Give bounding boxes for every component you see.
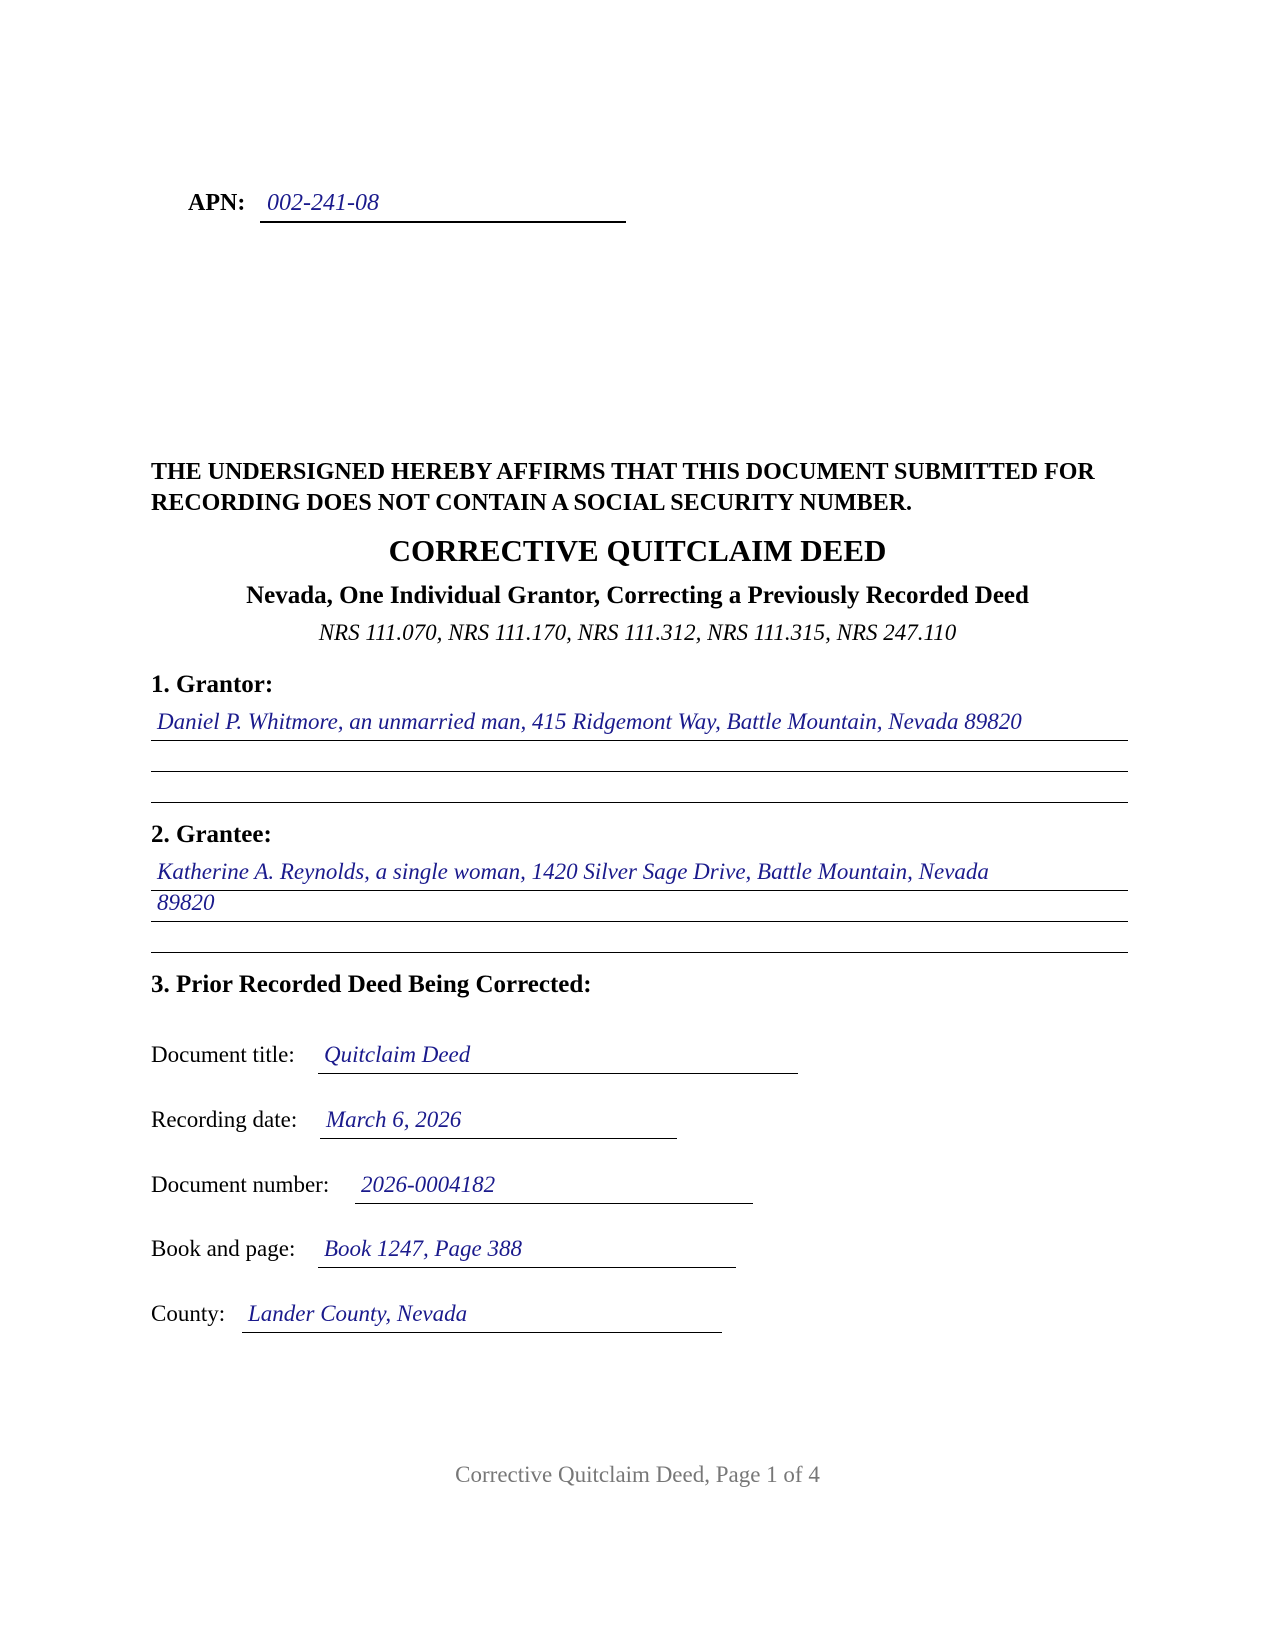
apn-label: APN: <box>188 190 246 216</box>
grantee-field-line-2[interactable]: 89820 <box>157 890 215 915</box>
prior-deed-heading: 3. Prior Recorded Deed Being Corrected: <box>151 971 592 998</box>
grantor-heading: 1. Grantor: <box>151 671 274 698</box>
ssn-affirmation: THE UNDERSIGNED HEREBY AFFIRMS THAT THIS DOCUMENT SUBMITTED FOR RECORDING DOES NOT CONTAIN A SOCIAL SECURITY NUMBER. <box>151 459 1095 516</box>
document-number-field[interactable]: 2026-0004182 <box>355 1172 753 1204</box>
grantee-heading: 2. Grantee: <box>151 821 272 848</box>
apn-field[interactable]: 002-241-08 <box>260 190 626 223</box>
grantor-field[interactable]: Daniel P. Whitmore, an unmarried man, 415 Ridgemont Way, Battle Mountain, Nevada 89820 <box>157 709 1022 734</box>
book-page-label: Book and page: <box>151 1236 296 1261</box>
book-page-field[interactable]: Book 1247, Page 388 <box>318 1236 736 1268</box>
recording-date-label: Recording date: <box>151 1107 298 1132</box>
document-number-label: Document number: <box>151 1172 330 1197</box>
grantor-line-3 <box>151 802 1128 803</box>
document-title: CORRECTIVE QUITCLAIM DEED <box>388 533 887 568</box>
document-subtitle: Nevada, One Individual Grantor, Correcting a Previously Recorded Deed <box>246 582 1029 609</box>
recording-date-field[interactable]: March 6, 2026 <box>320 1107 677 1139</box>
grantee-field-line-1[interactable]: Katherine A. Reynolds, a single woman, 1420 Silver Sage Drive, Battle Mountain, Nevada <box>157 859 989 884</box>
county-label: County: <box>151 1301 226 1326</box>
grantee-line-1 <box>151 890 1128 891</box>
grantor-line-2 <box>151 771 1128 772</box>
document-title-field[interactable]: Quitclaim Deed <box>318 1042 798 1074</box>
statute-citations: NRS 111.070, NRS 111.170, NRS 111.312, NRS 111.315, NRS 247.110 <box>318 620 957 645</box>
page-footer: Corrective Quitclaim Deed, Page 1 of 4 <box>455 1462 820 1487</box>
document-title-label: Document title: <box>151 1042 295 1067</box>
grantee-line-2 <box>151 921 1128 922</box>
grantor-line-1 <box>151 740 1128 741</box>
grantee-line-3 <box>151 952 1128 953</box>
county-field[interactable]: Lander County, Nevada <box>242 1301 722 1333</box>
